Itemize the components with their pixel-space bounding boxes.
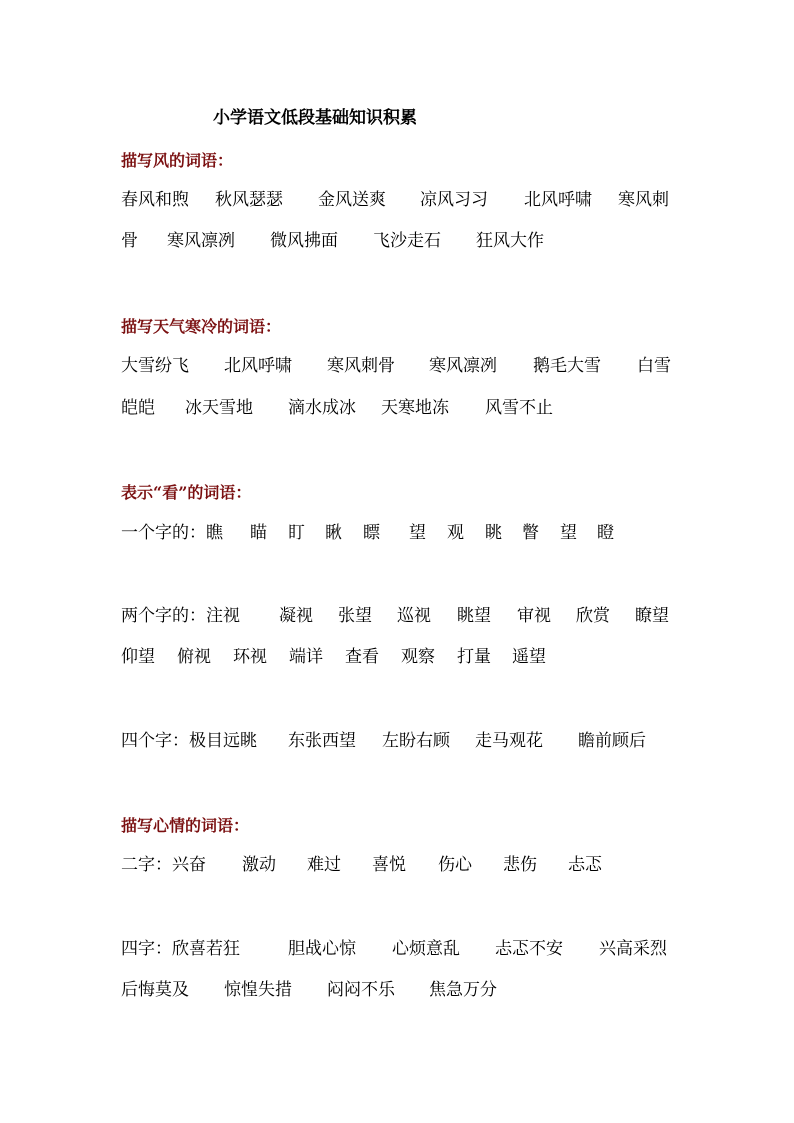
word: 四个字：极目远眺	[121, 731, 257, 751]
word: 遥望	[512, 647, 546, 667]
word: 冰天雪地	[185, 398, 253, 418]
word: 忐忑	[568, 855, 602, 875]
word: 瞄	[250, 523, 267, 543]
word: 左盼右顾	[382, 731, 450, 751]
word: 望	[409, 523, 426, 543]
word: 伤心	[438, 855, 472, 875]
word: 一个字的：瞧	[121, 523, 223, 543]
word: 二字：兴奋	[121, 855, 206, 875]
word: 惊惶失措	[224, 980, 292, 1000]
word: 瞻前顾后	[578, 731, 646, 751]
word: 滴水成冰	[288, 398, 356, 418]
word: 观	[447, 523, 464, 543]
word: 走马观花	[475, 731, 543, 751]
word: 金风送爽	[318, 190, 386, 210]
word: 查看	[345, 647, 379, 667]
word: 瞟	[363, 523, 380, 543]
word: 寒风刺骨	[327, 356, 395, 376]
word: 鹅毛大雪	[533, 356, 601, 376]
word: 春风和煦	[121, 190, 189, 210]
word: 北风呼啸	[524, 190, 592, 210]
word: 狂风大作	[476, 231, 544, 251]
word: 寒风凛冽	[167, 231, 235, 251]
word: 欣赏	[576, 606, 610, 626]
word: 瞪	[597, 523, 614, 543]
word: 瞅	[325, 523, 342, 543]
word: 皑皑	[121, 398, 155, 418]
word: 微风拂面	[270, 231, 338, 251]
word: 激动	[242, 855, 276, 875]
word: 风雪不止	[485, 398, 553, 418]
word: 忐忑不安	[495, 939, 563, 959]
word: 两个字的：注视	[121, 606, 240, 626]
word: 观察	[401, 647, 435, 667]
word: 大雪纷飞	[121, 356, 189, 376]
word: 俯视	[177, 647, 211, 667]
word: 瞭望	[635, 606, 669, 626]
word: 后悔莫及	[121, 980, 189, 1000]
word: 悲伤	[503, 855, 537, 875]
word: 眺	[485, 523, 502, 543]
word: 巡视	[397, 606, 431, 626]
word: 胆战心惊	[288, 939, 356, 959]
word: 审视	[517, 606, 551, 626]
heading-cold: 描写天气寒冷的词语：	[121, 317, 282, 336]
word: 闷闷不乐	[327, 980, 395, 1000]
word: 望	[560, 523, 577, 543]
word: 寒风刺	[618, 190, 669, 210]
word: 天寒地冻	[381, 398, 449, 418]
page-title: 小学语文低段基础知识积累	[213, 108, 417, 128]
word: 东张西望	[288, 731, 356, 751]
word: 盯	[288, 523, 305, 543]
word: 张望	[338, 606, 372, 626]
word: 白雪	[637, 356, 671, 376]
word: 北风呼啸	[224, 356, 292, 376]
word: 喜悦	[372, 855, 406, 875]
word: 打量	[457, 647, 491, 667]
word: 飞沙走石	[373, 231, 441, 251]
word: 端详	[289, 647, 323, 667]
heading-look: 表示“看”的词语：	[121, 483, 252, 502]
word: 凝视	[279, 606, 313, 626]
word: 秋风瑟瑟	[215, 190, 283, 210]
word: 兴高采烈	[599, 939, 667, 959]
word: 凉风习习	[420, 190, 488, 210]
word: 心烦意乱	[392, 939, 460, 959]
word: 骨	[121, 231, 138, 251]
word: 寒风凛冽	[429, 356, 497, 376]
word: 环视	[233, 647, 267, 667]
heading-wind: 描写风的词语：	[121, 151, 234, 170]
word: 四字：欣喜若狂	[121, 939, 240, 959]
word: 难过	[307, 855, 341, 875]
heading-mood: 描写心情的词语：	[121, 816, 250, 835]
word: 仰望	[121, 647, 155, 667]
word: 焦急万分	[429, 980, 497, 1000]
word: 眺望	[457, 606, 491, 626]
word: 瞥	[522, 523, 539, 543]
